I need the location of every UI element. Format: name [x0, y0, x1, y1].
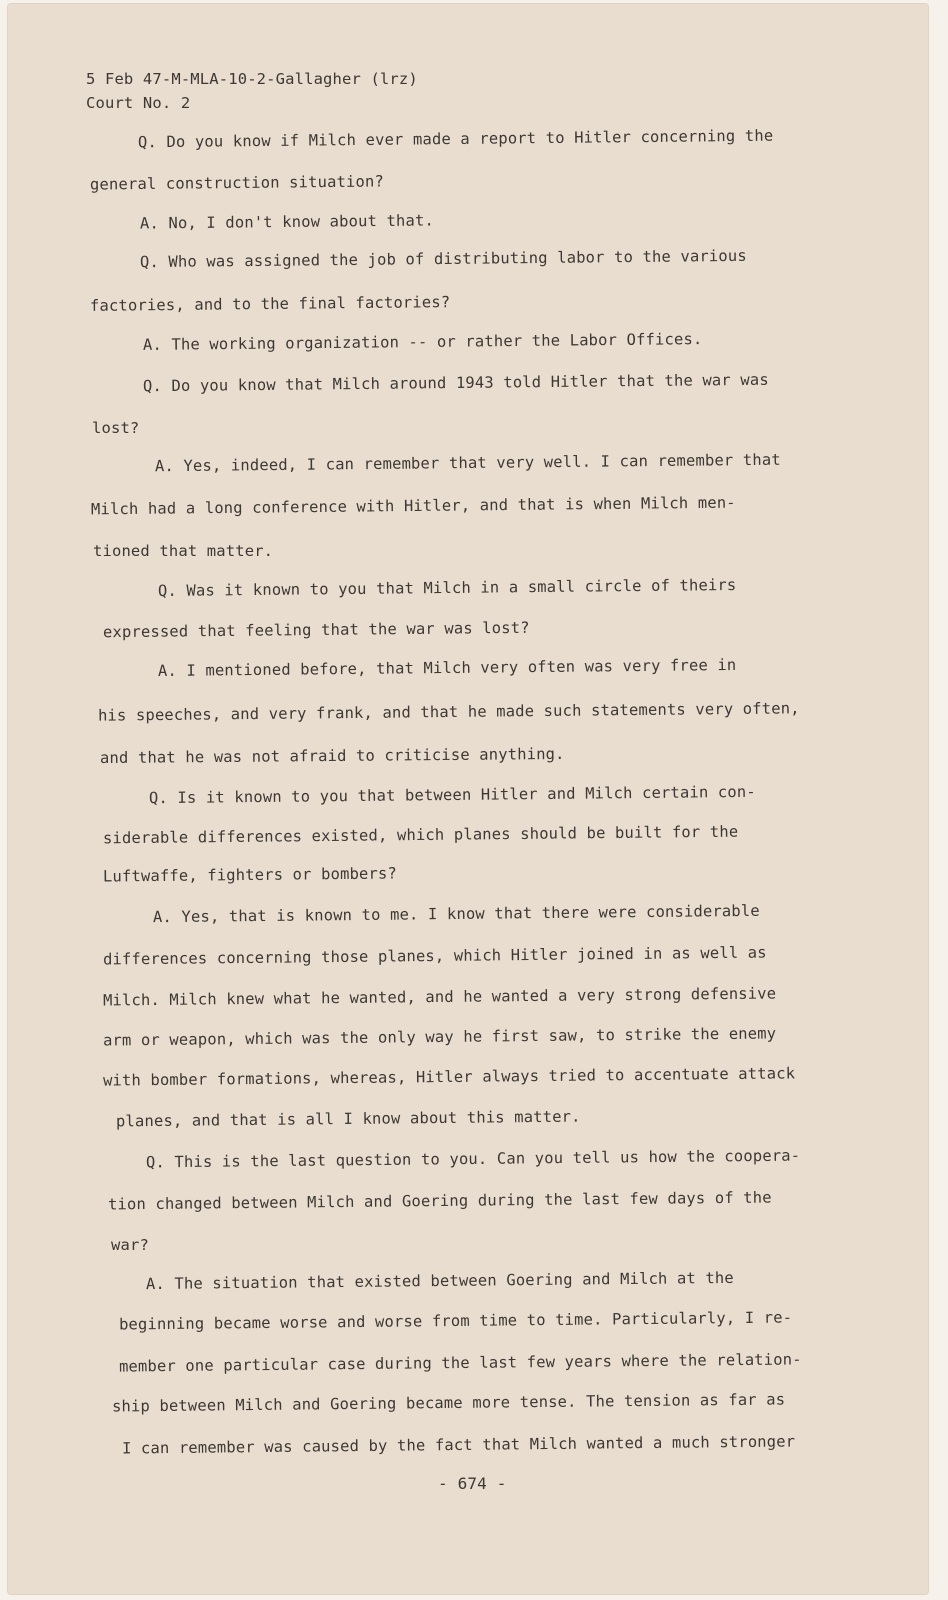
- text-line: lost?: [92, 419, 140, 437]
- header-line-2: Court No. 2: [86, 94, 191, 112]
- text-line: ship between Milch and Goering became more tense. The tension as far as: [111, 1390, 786, 1416]
- text-line: planes, and that is all I know about this matter.: [115, 1107, 581, 1131]
- text-line: beginning became worse and worse from time to time. Particularly, I re-: [118, 1308, 793, 1334]
- page-number: - 674 -: [438, 1474, 507, 1493]
- text-line: expressed that feeling that the war was lost?: [102, 618, 530, 642]
- text-line: I can remember was caused by the fact that Milch wanted a much stronger: [121, 1432, 796, 1458]
- text-line: A. No, I don't know about that.: [139, 211, 435, 233]
- text-line: war?: [111, 1236, 149, 1254]
- text-line: Q. Who was assigned the job of distributing labor to the various: [139, 246, 747, 272]
- text-line: with bomber formations, whereas, Hitler always tried to accentuate attack: [102, 1064, 796, 1090]
- text-line: Luftwaffe, fighters or bombers?: [102, 864, 398, 886]
- text-line: A. Yes, that is known to me. I know that there were considerable: [152, 901, 760, 927]
- text-line: Q. Do you know that Milch around 1943 told Hitler that the war was: [142, 370, 769, 396]
- text-line: A. I mentioned before, that Milch very often was very free in: [157, 655, 737, 681]
- text-line: tioned that matter.: [93, 542, 274, 560]
- text-line: Q. This is the last question to you. Can you tell us how the coopera-: [145, 1146, 801, 1172]
- header-line-1: 5 Feb 47-M-MLA-10-2-Gallagher (lrz): [86, 70, 418, 88]
- text-line: A. The situation that existed between Goering and Milch at the: [145, 1268, 734, 1294]
- text-line: and that he was not afraid to criticise anything.: [99, 744, 565, 768]
- text-line: tion changed between Milch and Goering during the last few days of the: [107, 1188, 772, 1214]
- text-line: his speeches, and very frank, and that he made such statements very often,: [97, 699, 800, 725]
- text-line: Q. Is it known to you that between Hitler and Milch certain con-: [148, 782, 756, 808]
- text-line: A. The working organization -- or rather the Labor Offices.: [142, 330, 703, 354]
- text-line: Q. Was it known to you that Milch in a small circle of theirs: [157, 575, 737, 601]
- text-line: Milch had a long conference with Hitler, and that is when Milch men-: [90, 493, 736, 519]
- document-page: [8, 4, 928, 1594]
- text-line: Q. Do you know if Milch ever made a report to Hitler concerning the: [137, 126, 774, 152]
- text-line: general construction situation?: [89, 172, 385, 194]
- text-line: member one particular case during the last few years where the relation-: [118, 1350, 802, 1376]
- text-line: differences concerning those planes, which Hitler joined in as well as: [102, 943, 767, 969]
- text-line: siderable differences existed, which planes should be built for the: [102, 822, 739, 848]
- text-line: Milch. Milch knew what he wanted, and he wanted a very strong defensive: [102, 984, 777, 1010]
- text-line: factories, and to the final factories?: [89, 293, 451, 315]
- text-line: arm or weapon, which was the only way he first saw, to strike the enemy: [102, 1024, 777, 1050]
- text-line: A. Yes, indeed, I can remember that very well. I can remember that: [154, 450, 781, 476]
